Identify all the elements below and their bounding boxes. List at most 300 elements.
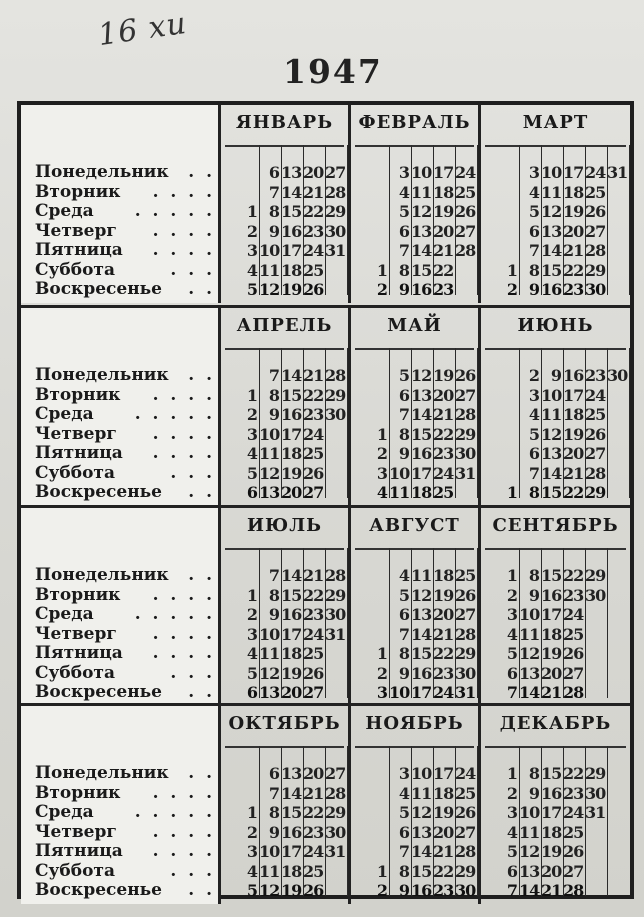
sunday-date: 4 bbox=[376, 483, 387, 502]
sunday-date: 6 bbox=[246, 483, 257, 502]
weekday-dots: . . . . bbox=[152, 821, 215, 842]
date-number: 28 bbox=[455, 241, 476, 260]
sunday-date: 2 bbox=[376, 881, 387, 900]
date-number: 10 bbox=[519, 605, 540, 624]
date-number: 29 bbox=[585, 566, 606, 585]
date-number: 27 bbox=[455, 822, 476, 842]
month-divider bbox=[225, 348, 344, 350]
month-name: ДЕКАБРЬ bbox=[499, 713, 612, 734]
date-number: 30 bbox=[325, 221, 346, 241]
date-number: 4 bbox=[246, 260, 257, 280]
date-number: 23 bbox=[303, 822, 324, 842]
date-number: 9 bbox=[398, 444, 409, 463]
date-number: 15 bbox=[541, 260, 562, 280]
date-number: 19 bbox=[433, 803, 454, 822]
weekday-label: Суббота bbox=[35, 662, 115, 683]
date-number: 29 bbox=[455, 424, 476, 444]
week-column-rule bbox=[607, 746, 608, 896]
weekday-labels bbox=[21, 308, 218, 506]
weekday-label: Воскресенье bbox=[35, 880, 163, 900]
date-number: 26 bbox=[303, 663, 324, 683]
weekday-label: Пятница bbox=[35, 841, 123, 861]
date-number: 20 bbox=[563, 221, 584, 241]
date-number: 1 bbox=[246, 385, 257, 405]
date-number: 26 bbox=[455, 202, 476, 221]
date-number: 28 bbox=[455, 842, 476, 861]
weekday-dots: . . . bbox=[170, 662, 215, 683]
date-number: 29 bbox=[325, 803, 346, 822]
month-block bbox=[478, 308, 630, 506]
date-number: 23 bbox=[585, 366, 606, 385]
sunday-date: 14 bbox=[519, 683, 540, 702]
date-number: 28 bbox=[325, 566, 346, 585]
date-number: 20 bbox=[541, 861, 562, 881]
date-number: 18 bbox=[281, 861, 302, 881]
date-number: 8 bbox=[528, 260, 539, 280]
date-number: 27 bbox=[455, 605, 476, 624]
date-number: 11 bbox=[541, 405, 562, 424]
date-number: 20 bbox=[433, 605, 454, 624]
date-number: 21 bbox=[303, 566, 324, 585]
date-number: 30 bbox=[585, 783, 606, 803]
date-number: 14 bbox=[281, 783, 302, 803]
weekday-dots: . . . . . bbox=[134, 201, 215, 221]
date-number: 29 bbox=[325, 585, 346, 605]
date-number: 9 bbox=[268, 822, 279, 842]
date-number: 22 bbox=[303, 803, 324, 822]
date-number: 9 bbox=[268, 405, 279, 424]
date-number: 11 bbox=[259, 444, 280, 463]
sunday-date: 19 bbox=[281, 280, 302, 299]
date-number: 1 bbox=[376, 861, 387, 881]
sunday-date: 2 bbox=[506, 280, 517, 299]
month-divider bbox=[355, 746, 474, 748]
month-name: ФЕВРАЛЬ bbox=[358, 112, 471, 133]
weekday-dots: . . . . bbox=[152, 782, 215, 803]
sunday-date: 9 bbox=[528, 280, 539, 299]
date-number: 21 bbox=[303, 182, 324, 202]
weekday-dots: . . . . bbox=[152, 643, 215, 663]
month-divider bbox=[355, 548, 474, 550]
month-block bbox=[478, 105, 630, 303]
date-number: 19 bbox=[541, 644, 562, 663]
date-number: 12 bbox=[541, 424, 562, 444]
date-number: 10 bbox=[541, 385, 562, 405]
weekday-label: Понедельник bbox=[35, 365, 169, 385]
weekday-dots: . . bbox=[188, 279, 215, 299]
date-number: 24 bbox=[303, 624, 324, 644]
date-number: 10 bbox=[259, 842, 280, 861]
date-number: 18 bbox=[433, 566, 454, 585]
date-number: 11 bbox=[519, 624, 540, 644]
date-number: 5 bbox=[398, 202, 409, 221]
date-number: 24 bbox=[585, 163, 606, 182]
month-divider bbox=[485, 746, 626, 748]
date-number: 5 bbox=[246, 663, 257, 683]
month-block bbox=[348, 308, 478, 506]
date-number: 11 bbox=[519, 822, 540, 842]
date-number: 10 bbox=[259, 624, 280, 644]
date-number: 1 bbox=[376, 644, 387, 663]
date-number: 7 bbox=[268, 182, 279, 202]
weekday-label: Среда bbox=[35, 201, 94, 221]
date-number: 14 bbox=[541, 463, 562, 483]
date-number: 15 bbox=[411, 260, 432, 280]
month-divider bbox=[485, 348, 626, 350]
sunday-date: 15 bbox=[541, 483, 562, 502]
date-number: 12 bbox=[411, 366, 432, 385]
date-number: 15 bbox=[281, 385, 302, 405]
date-number: 1 bbox=[246, 803, 257, 822]
date-number: 23 bbox=[563, 783, 584, 803]
date-number: 31 bbox=[455, 463, 476, 483]
month-name: ИЮНЬ bbox=[517, 315, 594, 336]
date-number: 25 bbox=[455, 566, 476, 585]
date-number: 19 bbox=[563, 202, 584, 221]
month-divider bbox=[225, 548, 344, 550]
date-number: 10 bbox=[411, 764, 432, 783]
calendar-year: 1947 bbox=[283, 52, 383, 91]
month-block bbox=[348, 706, 478, 904]
date-number: 30 bbox=[325, 822, 346, 842]
weekday-dots: . . . bbox=[170, 259, 215, 280]
date-number: 7 bbox=[268, 783, 279, 803]
date-number: 21 bbox=[433, 241, 454, 260]
date-number: 25 bbox=[303, 260, 324, 280]
month-block bbox=[218, 105, 348, 303]
date-number: 17 bbox=[281, 842, 302, 861]
weekday-dots: . . bbox=[188, 482, 215, 502]
date-number: 31 bbox=[325, 624, 346, 644]
weekday-dots: . . bbox=[188, 162, 215, 182]
sunday-date: 23 bbox=[433, 280, 454, 299]
month-name: НОЯБРЬ bbox=[365, 713, 464, 734]
date-number: 9 bbox=[268, 221, 279, 241]
date-number: 12 bbox=[411, 803, 432, 822]
date-number: 17 bbox=[281, 424, 302, 444]
date-number: 24 bbox=[585, 385, 606, 405]
date-number: 24 bbox=[563, 803, 584, 822]
weekday-labels bbox=[21, 706, 218, 904]
date-number: 20 bbox=[303, 764, 324, 783]
date-number: 30 bbox=[585, 585, 606, 605]
date-number: 9 bbox=[550, 366, 561, 385]
weekday-label: Четверг bbox=[35, 423, 117, 444]
date-number: 20 bbox=[563, 444, 584, 463]
date-number: 30 bbox=[325, 405, 346, 424]
handwritten-note: 16 xu bbox=[95, 5, 189, 54]
date-number: 13 bbox=[519, 861, 540, 881]
date-number: 7 bbox=[528, 463, 539, 483]
date-number: 6 bbox=[398, 221, 409, 241]
date-number: 3 bbox=[376, 463, 387, 483]
date-number: 25 bbox=[585, 405, 606, 424]
weekday-label: Пятница bbox=[35, 643, 123, 663]
date-number: 6 bbox=[268, 764, 279, 783]
month-name: АПРЕЛЬ bbox=[236, 315, 333, 336]
date-number: 21 bbox=[563, 463, 584, 483]
sunday-date: 16 bbox=[411, 881, 432, 900]
sunday-date: 9 bbox=[398, 280, 409, 299]
month-name: МАРТ bbox=[522, 112, 589, 133]
date-number: 27 bbox=[585, 444, 606, 463]
date-number: 3 bbox=[506, 803, 517, 822]
date-number: 19 bbox=[281, 463, 302, 483]
date-number: 20 bbox=[433, 221, 454, 241]
weekday-label: Воскресенье bbox=[35, 279, 163, 299]
date-number: 24 bbox=[303, 842, 324, 861]
weekday-dots: . . . . bbox=[152, 423, 215, 444]
sunday-date: 5 bbox=[246, 280, 257, 299]
weekday-label: Понедельник bbox=[35, 162, 169, 182]
date-number: 16 bbox=[411, 663, 432, 683]
date-number: 18 bbox=[541, 624, 562, 644]
date-number: 11 bbox=[541, 182, 562, 202]
date-number: 4 bbox=[246, 444, 257, 463]
date-number: 16 bbox=[281, 822, 302, 842]
date-number: 11 bbox=[411, 182, 432, 202]
date-number: 8 bbox=[268, 803, 279, 822]
date-number: 9 bbox=[268, 605, 279, 624]
sunday-date: 3 bbox=[376, 683, 387, 702]
date-number: 5 bbox=[528, 424, 539, 444]
date-number: 19 bbox=[281, 663, 302, 683]
date-number: 21 bbox=[303, 366, 324, 385]
month-block bbox=[348, 105, 478, 303]
sunday-date: 28 bbox=[563, 881, 584, 900]
date-number: 4 bbox=[506, 822, 517, 842]
month-name: АВГУСТ bbox=[369, 515, 460, 536]
date-number: 6 bbox=[506, 663, 517, 683]
sunday-date: 31 bbox=[455, 683, 476, 702]
date-number: 27 bbox=[325, 764, 346, 783]
date-number: 1 bbox=[376, 260, 387, 280]
date-number: 22 bbox=[303, 385, 324, 405]
date-number: 22 bbox=[563, 260, 584, 280]
date-number: 22 bbox=[433, 260, 454, 280]
date-number: 23 bbox=[563, 585, 584, 605]
date-number: 23 bbox=[433, 663, 454, 683]
date-number: 27 bbox=[585, 221, 606, 241]
date-number: 18 bbox=[563, 182, 584, 202]
date-number: 10 bbox=[259, 241, 280, 260]
sunday-date: 20 bbox=[281, 683, 302, 702]
date-number: 22 bbox=[433, 644, 454, 663]
weekday-label: Вторник bbox=[35, 782, 121, 803]
date-number: 3 bbox=[398, 163, 409, 182]
date-number: 5 bbox=[398, 366, 409, 385]
date-number: 17 bbox=[563, 163, 584, 182]
date-number: 20 bbox=[433, 385, 454, 405]
date-number: 2 bbox=[246, 822, 257, 842]
quarter-1 bbox=[21, 105, 630, 303]
date-number: 7 bbox=[268, 366, 279, 385]
weekday-label: Среда bbox=[35, 604, 94, 624]
date-number: 31 bbox=[325, 842, 346, 861]
date-number: 6 bbox=[398, 605, 409, 624]
date-number: 26 bbox=[303, 463, 324, 483]
sunday-date: 27 bbox=[303, 683, 324, 702]
date-number: 28 bbox=[325, 182, 346, 202]
date-number: 4 bbox=[246, 644, 257, 663]
date-number: 25 bbox=[303, 444, 324, 463]
sunday-date: 16 bbox=[411, 280, 432, 299]
date-number: 6 bbox=[528, 221, 539, 241]
date-number: 17 bbox=[541, 605, 562, 624]
date-number: 20 bbox=[303, 163, 324, 182]
date-number: 24 bbox=[303, 424, 324, 444]
date-number: 22 bbox=[563, 566, 584, 585]
date-number: 10 bbox=[259, 424, 280, 444]
weekday-dots: . . bbox=[188, 763, 215, 783]
date-number: 16 bbox=[541, 783, 562, 803]
date-number: 12 bbox=[519, 644, 540, 663]
date-number: 15 bbox=[281, 803, 302, 822]
sunday-date: 26 bbox=[303, 881, 324, 900]
date-number: 5 bbox=[506, 842, 517, 861]
date-number: 22 bbox=[563, 764, 584, 783]
date-number: 10 bbox=[519, 803, 540, 822]
date-number: 3 bbox=[528, 163, 539, 182]
date-number: 29 bbox=[325, 385, 346, 405]
date-number: 28 bbox=[585, 241, 606, 260]
sunday-date: 22 bbox=[563, 483, 584, 502]
date-number: 29 bbox=[325, 202, 346, 221]
date-number: 11 bbox=[259, 260, 280, 280]
date-number: 14 bbox=[541, 241, 562, 260]
quarter-4 bbox=[21, 703, 630, 904]
date-number: 19 bbox=[563, 424, 584, 444]
week-column-rule bbox=[629, 145, 630, 295]
date-number: 29 bbox=[455, 861, 476, 881]
calendar-grid bbox=[17, 101, 634, 899]
weekday-labels bbox=[21, 508, 218, 706]
month-name: ОКТЯБРЬ bbox=[228, 713, 341, 734]
sunday-date: 7 bbox=[506, 683, 517, 702]
date-number: 14 bbox=[411, 624, 432, 644]
date-number: 3 bbox=[398, 764, 409, 783]
date-number: 19 bbox=[433, 366, 454, 385]
date-number: 15 bbox=[411, 861, 432, 881]
date-number: 17 bbox=[433, 163, 454, 182]
weekday-label: Понедельник bbox=[35, 565, 169, 585]
weekday-dots: . . . bbox=[170, 860, 215, 881]
date-number: 13 bbox=[411, 385, 432, 405]
date-number: 14 bbox=[411, 241, 432, 260]
date-number: 25 bbox=[455, 783, 476, 803]
date-number: 1 bbox=[506, 764, 517, 783]
sunday-date: 18 bbox=[411, 483, 432, 502]
date-number: 7 bbox=[398, 241, 409, 260]
date-number: 21 bbox=[433, 405, 454, 424]
date-number: 19 bbox=[541, 842, 562, 861]
date-number: 22 bbox=[303, 585, 324, 605]
date-number: 8 bbox=[398, 260, 409, 280]
date-number: 17 bbox=[563, 385, 584, 405]
weekday-dots: . . bbox=[188, 365, 215, 385]
quarter-2 bbox=[21, 305, 630, 506]
date-number: 13 bbox=[519, 663, 540, 683]
date-number: 16 bbox=[541, 585, 562, 605]
sunday-date: 19 bbox=[281, 881, 302, 900]
date-number: 8 bbox=[398, 424, 409, 444]
date-number: 28 bbox=[325, 366, 346, 385]
date-number: 28 bbox=[325, 783, 346, 803]
date-number: 18 bbox=[281, 644, 302, 663]
date-number: 3 bbox=[246, 624, 257, 644]
date-number: 24 bbox=[433, 463, 454, 483]
date-number: 13 bbox=[541, 444, 562, 463]
date-number: 24 bbox=[455, 163, 476, 182]
date-number: 25 bbox=[455, 182, 476, 202]
sunday-date: 12 bbox=[259, 881, 280, 900]
sunday-date: 11 bbox=[389, 483, 410, 502]
sunday-date: 8 bbox=[528, 483, 539, 502]
date-number: 23 bbox=[303, 221, 324, 241]
date-number: 3 bbox=[506, 605, 517, 624]
date-number: 2 bbox=[246, 405, 257, 424]
sunday-date: 27 bbox=[303, 483, 324, 502]
date-number: 16 bbox=[281, 605, 302, 624]
date-number: 12 bbox=[259, 663, 280, 683]
date-number: 19 bbox=[433, 585, 454, 605]
date-number: 11 bbox=[411, 566, 432, 585]
date-number: 27 bbox=[455, 221, 476, 241]
date-number: 22 bbox=[433, 424, 454, 444]
date-number: 3 bbox=[246, 842, 257, 861]
date-number: 26 bbox=[563, 842, 584, 861]
date-number: 15 bbox=[541, 566, 562, 585]
month-divider bbox=[485, 145, 626, 147]
sunday-date: 1 bbox=[506, 483, 517, 502]
date-number: 8 bbox=[528, 566, 539, 585]
date-number: 7 bbox=[398, 842, 409, 861]
date-number: 31 bbox=[607, 163, 628, 182]
date-number: 2 bbox=[528, 366, 539, 385]
weekday-label: Вторник bbox=[35, 181, 121, 202]
date-number: 2 bbox=[376, 663, 387, 683]
month-name: ЯНВАРЬ bbox=[235, 112, 334, 133]
date-number: 13 bbox=[281, 163, 302, 182]
date-number: 3 bbox=[528, 385, 539, 405]
date-number: 25 bbox=[303, 644, 324, 663]
date-number: 6 bbox=[528, 444, 539, 463]
date-number: 5 bbox=[506, 644, 517, 663]
date-number: 15 bbox=[411, 424, 432, 444]
weekday-label: Четверг bbox=[35, 623, 117, 644]
date-number: 8 bbox=[268, 202, 279, 221]
date-number: 4 bbox=[528, 405, 539, 424]
weekday-label: Суббота bbox=[35, 462, 115, 483]
date-number: 16 bbox=[281, 221, 302, 241]
date-number: 2 bbox=[246, 605, 257, 624]
date-number: 11 bbox=[259, 644, 280, 663]
weekday-label: Четверг bbox=[35, 821, 117, 842]
sunday-date: 28 bbox=[563, 683, 584, 702]
weekday-label: Пятница bbox=[35, 240, 123, 260]
date-number: 7 bbox=[268, 566, 279, 585]
date-number: 17 bbox=[541, 803, 562, 822]
date-number: 8 bbox=[398, 644, 409, 663]
date-number: 1 bbox=[506, 260, 517, 280]
date-number: 25 bbox=[563, 624, 584, 644]
date-number: 18 bbox=[563, 405, 584, 424]
sunday-date: 16 bbox=[541, 280, 562, 299]
date-number: 4 bbox=[506, 624, 517, 644]
date-number: 18 bbox=[281, 444, 302, 463]
date-number: 22 bbox=[433, 861, 454, 881]
date-number: 18 bbox=[281, 260, 302, 280]
